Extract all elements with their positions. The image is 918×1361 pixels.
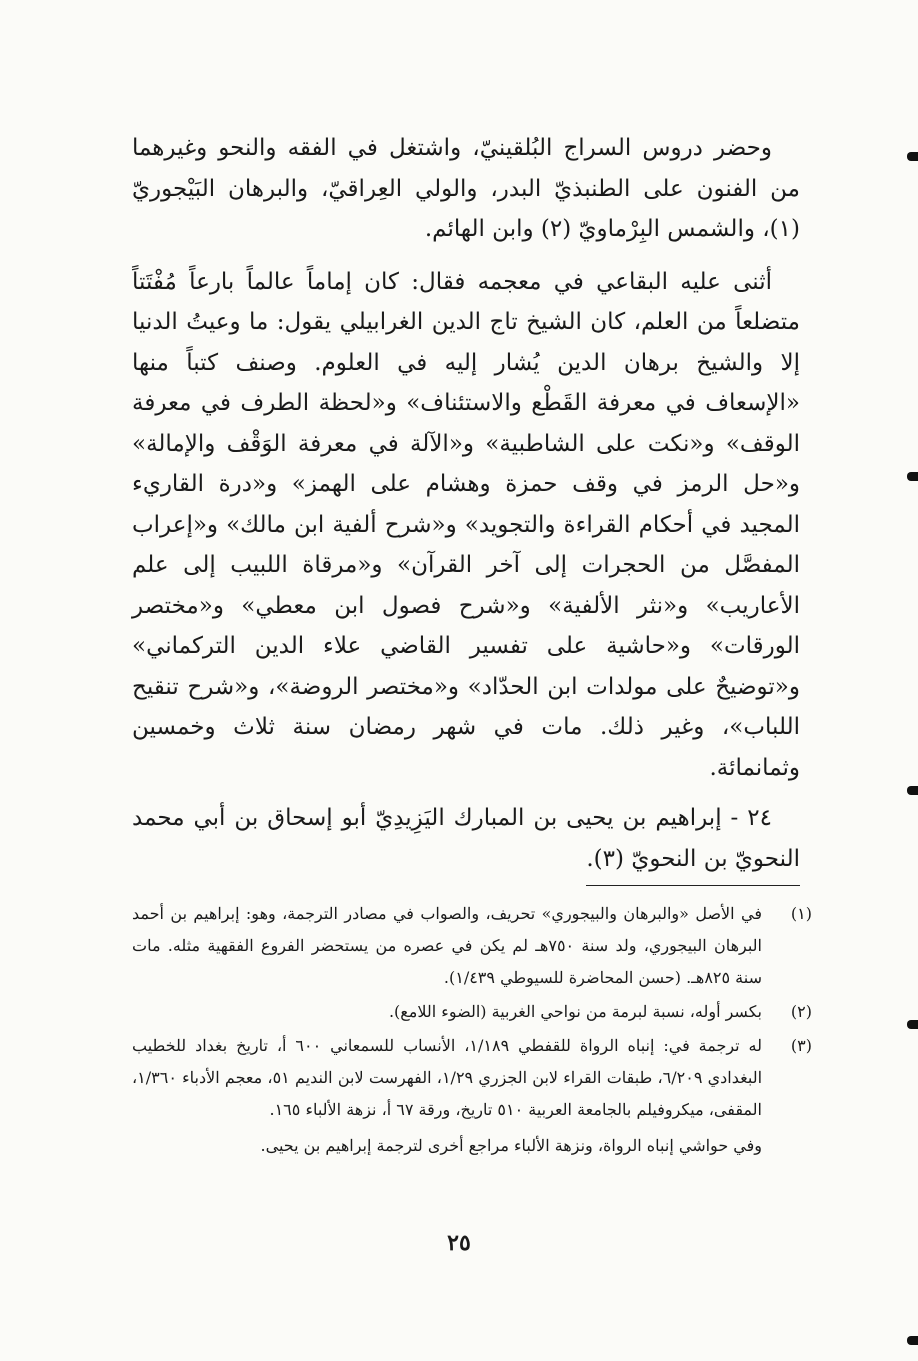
footnote-extra-note: وفي حواشي إنباه الرواة، ونزهة الألباء مراجع أخرى لترجمة إبراهيم بن يحيى. [260,1136,762,1155]
paragraph-2: أثنى عليه البقاعي في معجمه فقال: كان إماماً عالماً بارعاً مُفْتَتاً متضلعاً من العلم، كان الشيخ تاج الدين الغرابيلي يقول: ما وعيتُ الدنيا إلا والشيخ برهان الدين يُشار إليه في العلوم. وصنف كتباً منها «الإسعاف في معرفة القَطْع والاستئناف» و«لحظة الطرف في معرفة الوقف» و«نكت على الشاطبية» و«الآلة في معرفة الوَقْف والإمالة» و«حل الرمز في وقف حمزة وهشام على الهمز» و«درة القاريء المجيد في أحكام القراءة والتجويد» و«شرح ألفية ابن مالك» و«إعراب المفصَّل من الحجرات إلى آخر القرآن» و«مرقاة اللبيب إلى علم الأعاريب» و«نثر الألفية» و«شرح فصول ابن معطي» و«مختصر الورقات» و«حاشية على تفسير القاضي علاء الدين التركماني» و«توضيحٌ على مولدات ابن الحدّاد» و«مختصر الروضة»، و«شرح تنقيح اللباب»، وغير ذلك. مات في شهر رمضان سنة ثلاث وخمسين وثمانمائة. [132,268,800,781]
edge-mark [907,152,918,161]
footnote-number: (٣) [790,1036,812,1055]
edge-mark [907,1020,918,1029]
footnote-1 [132,898,812,994]
footnotes [132,898,812,1162]
footnote-number: (٢) [790,1002,812,1021]
footnote-separator [586,885,800,886]
footnote-number: (١) [790,904,812,923]
footnote-text: في الأصل «والبرهان والبيجوري» تحريف، والصواب في مصادر الترجمة، وهو: إبراهيم بن أحمد البرهان البيجوري، ولد سنة ٧٥٠هـ لم يكن في عصره من يستحضر الفروع الفقهية مثله. مات سنة ٨٢٥هـ. (حسن المحاضرة للسيوطي ١/٤٣٩). [132,904,762,987]
footnote-3 [132,1030,812,1126]
edge-mark [907,472,918,481]
edge-mark [907,1336,918,1345]
edge-mark [907,786,918,795]
footnote-text: بكسر أوله، نسبة لبرمة من نواحي الغربية (الضوء اللامع). [388,1002,762,1021]
main-text [132,128,800,879]
page-number: ٢٥ [447,1230,471,1256]
entry-24: ٢٤ - إبراهيم بن يحيى بن المبارك اليَزِيدِيّ أبو إسحاق بن أبي محمد النحويّ بن النحويّ (٣). [132,805,800,872]
footnote-2 [132,996,812,1028]
footnote-text: له ترجمة في: إنباه الرواة للقفطي ١/١٨٩، الأنساب للسمعاني ٦٠٠ أ، تاريخ بغداد للخطيب البغدادي ٦/٢٠٩، طبقات القراء لابن الجزري ١/٢٩، الفهرست لابن النديم ٥١، معجم الأدباء ١/٣٦٠، المقفى، ميكروفيلم بالجامعة العربية ٥١٠ تاريخ، ورقة ٦٧ أ، نزهة الألباء ١٦٥. [132,1036,763,1119]
paragraph-1: وحضر دروس السراج البُلقينيّ، واشتغل في الفقه والنحو وغيرهما من الفنون على الطنبذيّ البدر، والولي العِراقيّ، والبرهان البَيْجوريّ (١)، والشمس البِرْماويّ (٢) وابن الهائم. [132,135,800,242]
